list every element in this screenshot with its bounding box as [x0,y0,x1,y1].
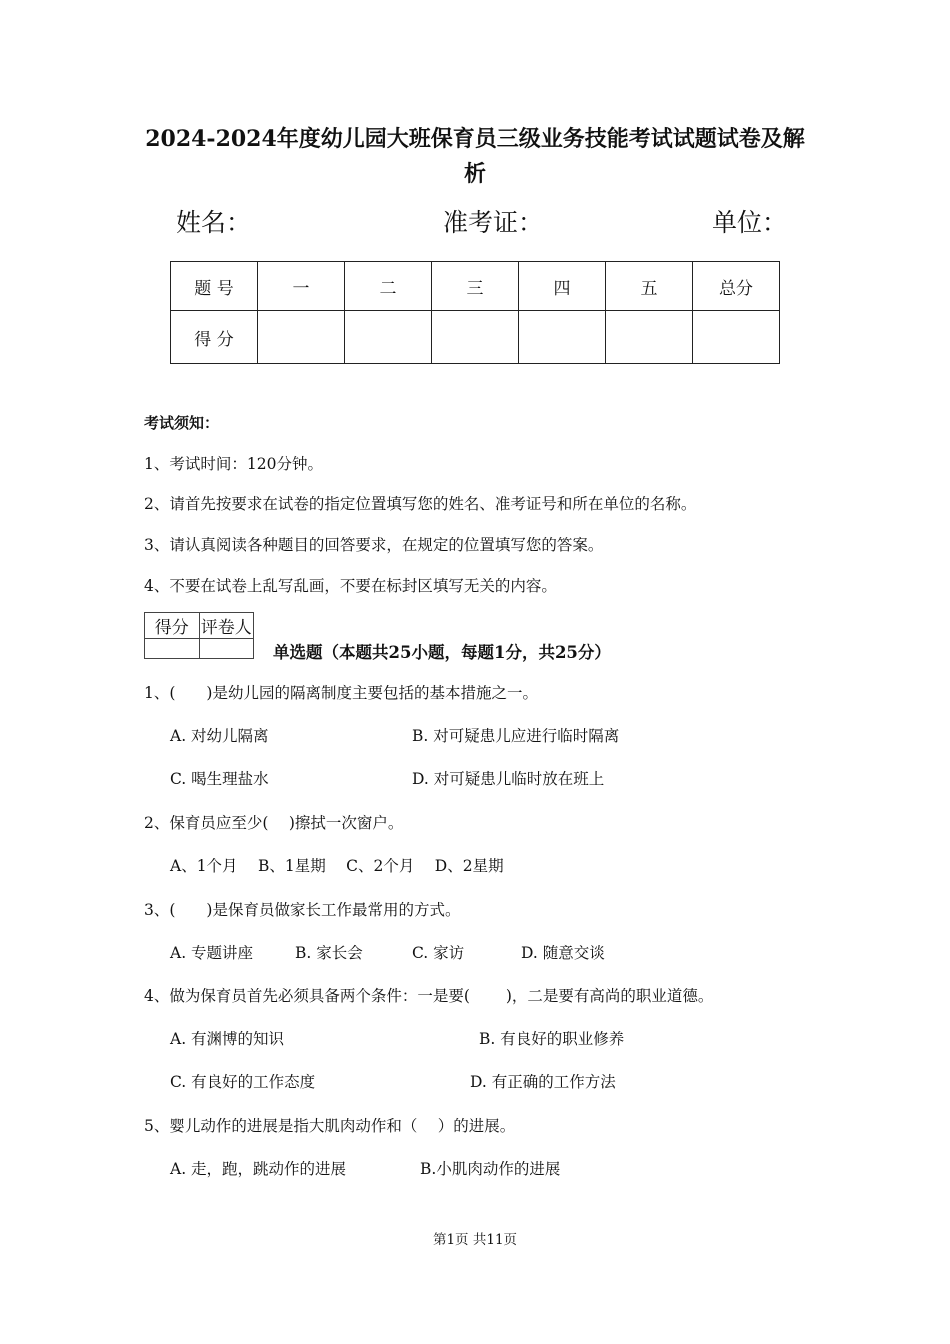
score-entry-cell[interactable] [258,311,345,364]
question-options-line[interactable]: A、1个月 B、1星期 C、2个月 D、2星期 [170,857,504,875]
question-option[interactable]: D. 有正确的工作方法 [470,1073,616,1091]
document-title-line1: 2024-2024年度幼儿园大班保育员三级业务技能考试试题试卷及解 [145,126,805,152]
question-option[interactable]: C. 喝生理盐水 [170,770,269,788]
score-table-header-cell: 五 [606,262,693,311]
question-stem: 5、婴儿动作的进展是指大肌肉动作和（ ）的进展。 [144,1117,516,1135]
grader-score-label: 得分 [145,613,200,639]
score-entry-cell[interactable] [693,311,780,364]
notice-heading: 考试须知： [144,414,220,432]
score-table-header-cell: 三 [432,262,519,311]
question-stem: 3、( )是保育员做家长工作最常用的方式。 [144,901,461,919]
score-table-header-cell: 四 [519,262,606,311]
notice-item: 1、考试时间：120分钟。 [144,455,323,473]
grader-name-cell[interactable] [199,639,254,659]
score-table-header-cell: 一 [258,262,345,311]
question-option[interactable]: B. 家长会 [295,944,363,962]
question-option[interactable]: A. 专题讲座 [170,944,254,962]
score-table-header-cell: 二 [345,262,432,311]
score-table-row-label: 得 分 [171,311,258,364]
score-entry-cell[interactable] [606,311,693,364]
question-stem: 2、保育员应至少( )擦拭一次窗户。 [144,814,404,832]
question-option[interactable]: B.小肌肉动作的进展 [420,1160,561,1178]
question-option[interactable]: A. 走，跑，跳动作的进展 [170,1160,347,1178]
question-option[interactable]: C. 有良好的工作态度 [170,1073,316,1091]
score-table-header-cell: 总分 [693,262,780,311]
question-option[interactable]: B. 有良好的职业修养 [479,1030,625,1048]
question-stem: 1、( )是幼儿园的隔离制度主要包括的基本措施之一。 [144,684,538,702]
document-title-line2: 析 [463,161,486,187]
score-table-score-row [171,311,780,364]
grader-box [144,612,254,659]
question-option[interactable]: C. 家访 [412,944,465,962]
section-title: 单选题（本题共25小题，每题1分，共25分） [273,643,611,662]
question-option[interactable]: B. 对可疑患儿应进行临时隔离 [412,727,620,745]
score-table-header-row [171,262,780,311]
notice-item: 2、请首先按要求在试卷的指定位置填写您的姓名、准考证号和所在单位的名称。 [144,495,697,513]
question-option[interactable]: A. 对幼儿隔离 [170,727,269,745]
question-option[interactable]: D. 对可疑患儿临时放在班上 [412,770,605,788]
exam-id-field-label: 准考证： [443,208,544,237]
score-entry-cell[interactable] [345,311,432,364]
unit-field-label: 单位： [712,208,788,237]
notice-item: 3、请认真阅读各种题目的回答要求，在规定的位置填写您的答案。 [144,536,604,554]
score-entry-cell[interactable] [519,311,606,364]
score-table-header-label: 题 号 [171,262,258,311]
question-option[interactable]: D. 随意交谈 [521,944,605,962]
page-footer: 第1页 共11页 [432,1232,518,1248]
score-entry-cell[interactable] [432,311,519,364]
score-table [170,261,780,364]
question-stem: 4、做为保育员首先必须具备两个条件：一是要( )，二是要有高尚的职业道德。 [144,987,714,1005]
question-option[interactable]: A. 有渊博的知识 [170,1030,285,1048]
grader-name-label: 评卷人 [199,613,254,639]
notice-item: 4、不要在试卷上乱写乱画，不要在标封区填写无关的内容。 [144,577,557,595]
grader-score-cell[interactable] [145,639,200,659]
name-field-label: 姓名： [176,208,252,237]
